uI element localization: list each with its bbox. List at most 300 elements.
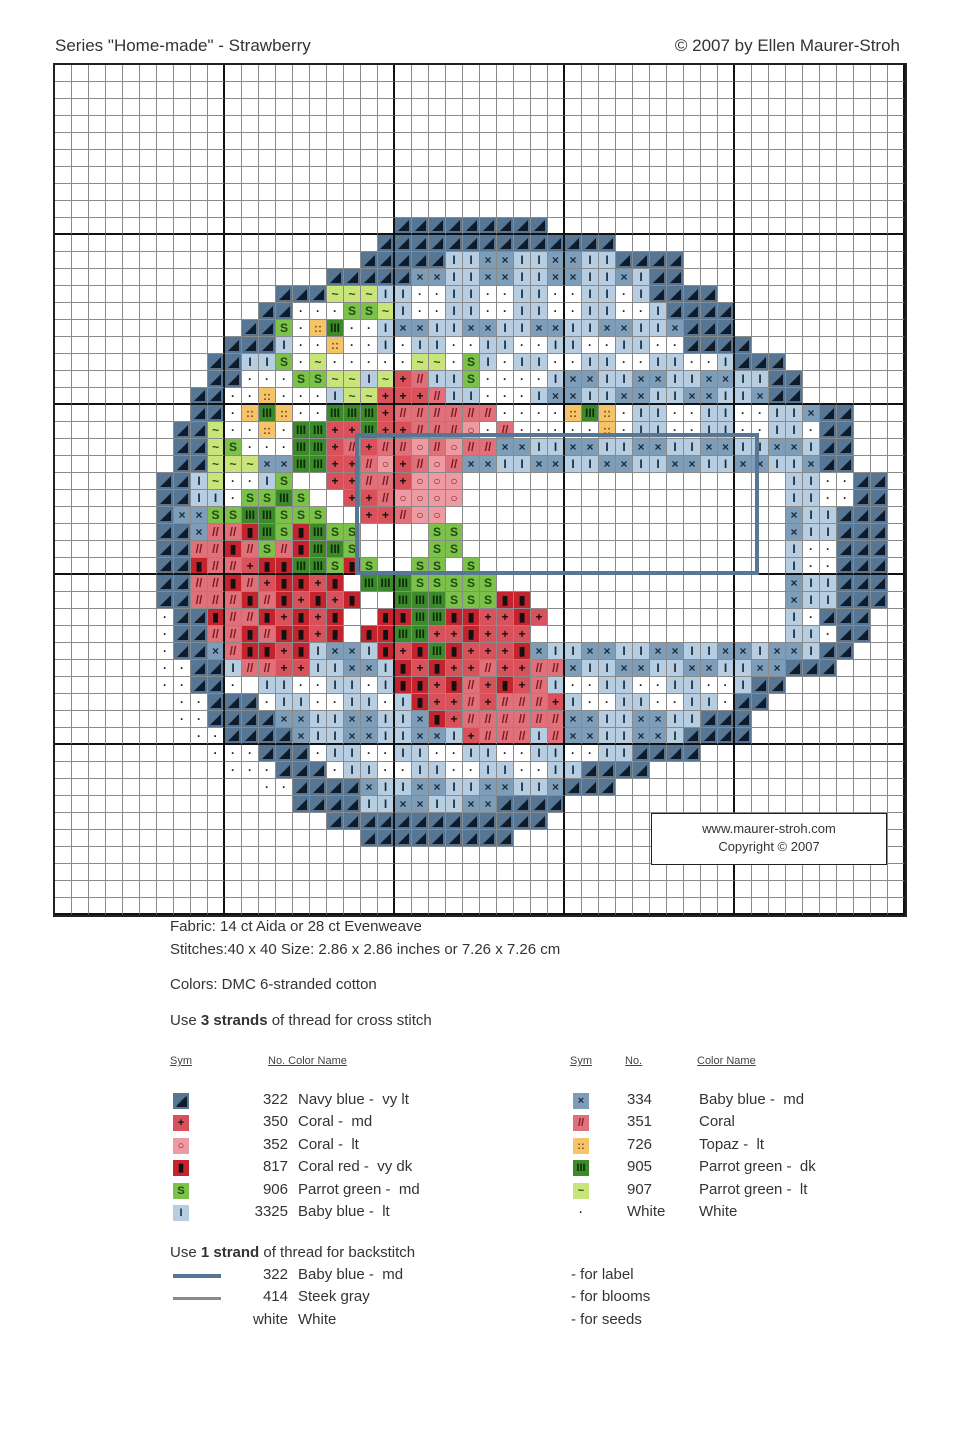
stitch-cell xyxy=(769,320,786,337)
stitch-cell xyxy=(55,507,72,524)
stitch-cell: ▮ xyxy=(463,609,480,626)
stitch-cell xyxy=(106,728,123,745)
stitch-cell: · xyxy=(276,388,293,405)
stitch-cell: // xyxy=(242,660,259,677)
stitch-cell: I xyxy=(650,456,667,473)
stitch-cell xyxy=(854,286,871,303)
stitch-cell: I xyxy=(769,422,786,439)
stitch-cell xyxy=(514,881,531,898)
stitch-cell xyxy=(820,864,837,881)
stitch-cell xyxy=(735,796,752,813)
stitch-cell xyxy=(344,575,361,592)
stitch-cell: · xyxy=(480,303,497,320)
stitch-cell xyxy=(871,65,888,82)
stitch-cell xyxy=(55,269,72,286)
stitch-cell xyxy=(140,167,157,184)
stitch-cell xyxy=(208,898,225,915)
stitch-cell xyxy=(837,728,854,745)
stitch-cell xyxy=(446,116,463,133)
stitch-cell xyxy=(106,626,123,643)
stitch-cell xyxy=(208,150,225,167)
stitch-cell xyxy=(157,762,174,779)
stitch-cell xyxy=(480,881,497,898)
stitch-cell: // xyxy=(412,405,429,422)
stitch-cell: ~ xyxy=(208,473,225,490)
stitch-cell xyxy=(174,898,191,915)
stitch-cell xyxy=(344,184,361,201)
stitch-cell xyxy=(701,201,718,218)
stitch-cell: I xyxy=(803,643,820,660)
stitch-cell: + xyxy=(344,456,361,473)
stitch-cell: I xyxy=(803,592,820,609)
stitch-cell xyxy=(633,524,650,541)
stitch-cell xyxy=(89,796,106,813)
stitch-cell xyxy=(310,490,327,507)
stitch-cell xyxy=(344,150,361,167)
stitch-cell xyxy=(888,830,905,847)
legend-row xyxy=(0,1091,900,1113)
stitch-cell: + xyxy=(310,575,327,592)
stitch-cell xyxy=(412,201,429,218)
stitch-cell xyxy=(769,235,786,252)
stitch-cell xyxy=(378,184,395,201)
stitch-cell xyxy=(395,201,412,218)
stitch-cell xyxy=(89,167,106,184)
stitch-grid xyxy=(55,65,905,915)
stitch-cell xyxy=(752,320,769,337)
stitch-cell xyxy=(89,660,106,677)
stitch-cell xyxy=(531,99,548,116)
stitch-cell xyxy=(208,252,225,269)
stitch-cell xyxy=(701,303,718,320)
stitch-cell xyxy=(106,133,123,150)
stitch-cell xyxy=(140,779,157,796)
stitch-cell xyxy=(72,609,89,626)
backstitch-line-icon xyxy=(173,1274,221,1278)
stitch-cell xyxy=(616,507,633,524)
stitch-cell xyxy=(225,337,242,354)
stitch-cell xyxy=(871,507,888,524)
stitch-cell: × xyxy=(548,252,565,269)
stitch-cell xyxy=(531,150,548,167)
stitch-cell xyxy=(769,762,786,779)
stitch-cell xyxy=(480,65,497,82)
stitch-cell: + xyxy=(276,660,293,677)
stitch-cell xyxy=(361,813,378,830)
stitch-cell: × xyxy=(531,643,548,660)
stitch-cell xyxy=(191,405,208,422)
stitch-cell xyxy=(191,796,208,813)
stitch-cell xyxy=(820,252,837,269)
stitch-cell xyxy=(310,82,327,99)
stitch-cell: × xyxy=(276,456,293,473)
stitch-cell xyxy=(276,830,293,847)
stitch-cell xyxy=(650,898,667,915)
stitch-cell xyxy=(718,252,735,269)
stitch-cell xyxy=(191,388,208,405)
stitch-cell xyxy=(259,728,276,745)
stitch-cell: I xyxy=(599,711,616,728)
stitch-cell: · xyxy=(837,490,854,507)
stitch-cell xyxy=(837,371,854,388)
instr-suffix: of thread for backstitch xyxy=(259,1244,416,1261)
stitch-cell: I xyxy=(650,422,667,439)
stitch-cell xyxy=(684,745,701,762)
stitch-cell: · xyxy=(191,711,208,728)
stitch-cell: · xyxy=(718,694,735,711)
stitch-cell: · xyxy=(548,303,565,320)
stitch-cell xyxy=(633,592,650,609)
stitch-cell xyxy=(140,711,157,728)
stitch-cell: × xyxy=(276,711,293,728)
stitch-cell: · xyxy=(463,762,480,779)
stitch-cell: // xyxy=(225,592,242,609)
stitch-cell xyxy=(123,728,140,745)
stitch-cell: · xyxy=(497,303,514,320)
stitch-cell xyxy=(871,167,888,184)
stitch-cell xyxy=(310,473,327,490)
stitch-cell: ○ xyxy=(429,507,446,524)
stitch-cell xyxy=(276,728,293,745)
stitch-cell xyxy=(871,694,888,711)
stitch-cell: I xyxy=(667,439,684,456)
stitch-cell xyxy=(803,779,820,796)
stitch-cell: I xyxy=(769,405,786,422)
stitch-cell xyxy=(480,133,497,150)
stitch-cell: S xyxy=(412,575,429,592)
stitch-cell xyxy=(531,235,548,252)
stitch-cell xyxy=(174,813,191,830)
stitch-cell xyxy=(157,116,174,133)
stitch-cell xyxy=(123,422,140,439)
stitch-cell xyxy=(191,677,208,694)
stitch-cell xyxy=(123,711,140,728)
stitch-cell xyxy=(531,490,548,507)
stitch-cell xyxy=(310,864,327,881)
stitch-cell xyxy=(616,252,633,269)
stitch-cell xyxy=(378,541,395,558)
stitch-cell xyxy=(684,541,701,558)
stitch-cell xyxy=(820,133,837,150)
stitch-cell xyxy=(123,235,140,252)
stitch-cell xyxy=(871,371,888,388)
stitch-cell xyxy=(514,218,531,235)
stitch-cell: I xyxy=(327,388,344,405)
stitch-cell xyxy=(565,575,582,592)
stitch-cell xyxy=(497,847,514,864)
stitch-cell xyxy=(123,354,140,371)
stitch-cell: I xyxy=(599,371,616,388)
stitch-cell xyxy=(599,847,616,864)
stitch-cell xyxy=(480,898,497,915)
stitch-cell xyxy=(208,337,225,354)
stitch-cell xyxy=(565,524,582,541)
stitch-cell: ▮ xyxy=(225,575,242,592)
stitch-cell xyxy=(803,711,820,728)
stitch-cell xyxy=(531,167,548,184)
stitch-cell xyxy=(259,830,276,847)
stitch-cell: · xyxy=(157,660,174,677)
stitch-cell: I xyxy=(514,320,531,337)
stitch-cell: I xyxy=(378,677,395,694)
stitch-cell: I xyxy=(718,422,735,439)
stitch-cell: · xyxy=(497,405,514,422)
stitch-cell xyxy=(225,711,242,728)
stitch-cell: · xyxy=(293,405,310,422)
stitch-cell xyxy=(140,490,157,507)
stitch-cell xyxy=(531,116,548,133)
stitch-cell xyxy=(72,524,89,541)
stitch-cell xyxy=(718,864,735,881)
stitch-cell xyxy=(769,337,786,354)
stitch-cell: · xyxy=(582,677,599,694)
stitch-cell: × xyxy=(735,643,752,660)
stitch-cell: ▮ xyxy=(395,660,412,677)
stitch-cell xyxy=(786,898,803,915)
stitch-cell xyxy=(633,796,650,813)
stitch-cell xyxy=(463,82,480,99)
stitch-cell: · xyxy=(242,388,259,405)
stitch-cell xyxy=(701,575,718,592)
stitch-cell xyxy=(531,65,548,82)
stitch-cell xyxy=(871,201,888,218)
stitch-cell xyxy=(888,711,905,728)
stitch-cell xyxy=(55,218,72,235)
stitch-cell: · xyxy=(565,745,582,762)
stitch-cell xyxy=(412,150,429,167)
stitch-cell xyxy=(259,235,276,252)
stitch-cell xyxy=(412,881,429,898)
stitch-cell xyxy=(225,813,242,830)
stitch-cell xyxy=(310,252,327,269)
stitch-cell: × xyxy=(412,269,429,286)
stitch-cell xyxy=(888,745,905,762)
stitch-cell xyxy=(786,337,803,354)
stitch-cell: // xyxy=(208,524,225,541)
stitch-cell: I xyxy=(582,269,599,286)
stitch-cell xyxy=(514,813,531,830)
stitch-cell xyxy=(667,609,684,626)
stitch-cell xyxy=(395,558,412,575)
stitch-cell xyxy=(480,116,497,133)
stitch-cell: I xyxy=(344,677,361,694)
stitch-cell xyxy=(667,303,684,320)
stitch-cell xyxy=(446,847,463,864)
stitch-cell xyxy=(259,813,276,830)
stitch-cell: I xyxy=(786,490,803,507)
stitch-cell xyxy=(497,558,514,575)
stitch-cell xyxy=(89,99,106,116)
stitch-cell xyxy=(599,762,616,779)
stitch-cell xyxy=(854,541,871,558)
stitch-cell xyxy=(157,422,174,439)
stitch-cell xyxy=(89,864,106,881)
stitch-cell: ○ xyxy=(463,422,480,439)
stitch-cell xyxy=(174,252,191,269)
stitch-cell: I xyxy=(531,252,548,269)
stitch-cell: // xyxy=(480,660,497,677)
stitch-cell: ~ xyxy=(378,371,395,388)
stitch-cell: × xyxy=(395,796,412,813)
stitch-cell xyxy=(769,881,786,898)
stitch-cell xyxy=(140,269,157,286)
stitch-cell xyxy=(123,847,140,864)
stitch-cell xyxy=(361,524,378,541)
stitch-cell xyxy=(106,150,123,167)
stitch-cell xyxy=(650,150,667,167)
stitch-cell xyxy=(565,167,582,184)
stitch-cell xyxy=(310,796,327,813)
stitch-cell: + xyxy=(497,660,514,677)
stitch-cell: I xyxy=(735,660,752,677)
stitch-cell xyxy=(72,847,89,864)
stitch-cell: S xyxy=(463,592,480,609)
stitch-cell xyxy=(888,592,905,609)
stitch-cell xyxy=(106,575,123,592)
stitch-cell xyxy=(786,167,803,184)
stitch-cell: × xyxy=(582,711,599,728)
stitch-cell xyxy=(582,65,599,82)
stitch-cell: I xyxy=(701,405,718,422)
stitch-cell: + xyxy=(395,456,412,473)
stitch-cell xyxy=(480,507,497,524)
stitch-cell xyxy=(140,524,157,541)
stitch-cell: I xyxy=(548,643,565,660)
stitch-cell: × xyxy=(582,728,599,745)
stitch-cell: · xyxy=(548,286,565,303)
stitch-cell xyxy=(599,864,616,881)
stitch-cell: · xyxy=(616,405,633,422)
stitch-cell: I xyxy=(582,252,599,269)
stitch-cell xyxy=(820,116,837,133)
stitch-cell xyxy=(548,218,565,235)
stitch-cell xyxy=(106,609,123,626)
stitch-cell xyxy=(854,150,871,167)
stitch-cell xyxy=(599,626,616,643)
stitch-cell xyxy=(871,473,888,490)
stitch-cell xyxy=(463,218,480,235)
stitch-cell xyxy=(718,626,735,643)
stitch-cell xyxy=(701,473,718,490)
stitch-cell xyxy=(208,303,225,320)
stitch-cell xyxy=(786,201,803,218)
stitch-cell: I xyxy=(310,643,327,660)
stitch-cell xyxy=(55,439,72,456)
stitch-cell xyxy=(786,779,803,796)
stitch-cell xyxy=(140,575,157,592)
stitch-cell: I xyxy=(599,745,616,762)
stitch-cell xyxy=(820,286,837,303)
stitch-cell xyxy=(769,575,786,592)
stitch-cell: + xyxy=(259,575,276,592)
stitch-cell xyxy=(548,167,565,184)
stitch-cell xyxy=(633,82,650,99)
stitch-cell: I xyxy=(293,694,310,711)
stitch-cell xyxy=(412,82,429,99)
stitch-cell: + xyxy=(395,388,412,405)
stitch-cell: S xyxy=(293,490,310,507)
stitch-cell: + xyxy=(395,473,412,490)
stitch-cell xyxy=(395,218,412,235)
stitch-cell: ▮ xyxy=(293,575,310,592)
stitch-cell xyxy=(616,218,633,235)
stitch-cell xyxy=(412,847,429,864)
stitch-cell: I xyxy=(582,456,599,473)
stitch-cell xyxy=(820,337,837,354)
stitch-cell xyxy=(854,558,871,575)
stitch-cell xyxy=(599,150,616,167)
stitch-cell xyxy=(531,218,548,235)
stitch-cell xyxy=(871,303,888,320)
stitch-cell xyxy=(463,65,480,82)
stitch-cell: ▮ xyxy=(395,677,412,694)
stitch-cell xyxy=(769,116,786,133)
stitch-cell xyxy=(157,235,174,252)
stitch-cell: I xyxy=(514,269,531,286)
stitch-cell xyxy=(480,830,497,847)
stitch-cell: :: xyxy=(599,422,616,439)
stitch-cell: III xyxy=(293,439,310,456)
stitch-cell: · xyxy=(242,762,259,779)
stitch-cell xyxy=(106,898,123,915)
stitch-cell xyxy=(871,762,888,779)
stitch-cell xyxy=(276,269,293,286)
stitch-cell: :: xyxy=(310,320,327,337)
stitch-cell xyxy=(361,116,378,133)
stitch-cell: ▮ xyxy=(276,558,293,575)
stitch-cell: III xyxy=(378,575,395,592)
stitch-cell: + xyxy=(497,643,514,660)
stitch-cell xyxy=(327,796,344,813)
instr-bold: 1 strand xyxy=(200,1244,260,1261)
stitch-cell xyxy=(531,541,548,558)
stitch-cell xyxy=(735,626,752,643)
stitch-cell xyxy=(208,847,225,864)
stitch-cell xyxy=(191,99,208,116)
stitch-cell xyxy=(582,541,599,558)
stitch-cell: I xyxy=(344,745,361,762)
stitch-cell xyxy=(208,99,225,116)
stitch-cell xyxy=(548,99,565,116)
stitch-cell xyxy=(803,354,820,371)
stitch-cell xyxy=(667,252,684,269)
stitch-cell: · xyxy=(242,473,259,490)
stitch-cell: ~ xyxy=(344,388,361,405)
stitch-cell xyxy=(361,218,378,235)
stitch-cell: III xyxy=(293,422,310,439)
stitch-cell xyxy=(701,184,718,201)
stitch-cell: I xyxy=(667,711,684,728)
stitch-cell xyxy=(174,99,191,116)
stitch-cell xyxy=(565,82,582,99)
stitch-cell xyxy=(157,881,174,898)
stitch-cell: // xyxy=(548,660,565,677)
stitch-cell xyxy=(191,864,208,881)
stitch-cell xyxy=(242,184,259,201)
stitch-cell xyxy=(378,558,395,575)
stitch-cell xyxy=(752,201,769,218)
stitch-cell: ▮ xyxy=(446,677,463,694)
stitch-cell xyxy=(514,116,531,133)
stitch-cell xyxy=(548,796,565,813)
stitch-cell xyxy=(854,711,871,728)
stitch-cell xyxy=(701,320,718,337)
stitch-cell xyxy=(820,303,837,320)
stitch-cell xyxy=(803,167,820,184)
stitch-cell xyxy=(412,116,429,133)
stitch-cell xyxy=(429,830,446,847)
stitch-cell: III xyxy=(327,405,344,422)
